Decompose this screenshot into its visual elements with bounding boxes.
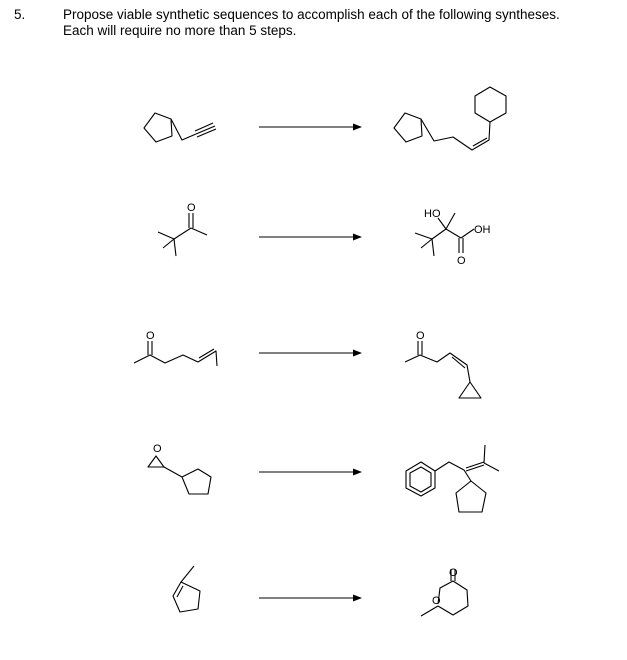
- reaction-4-start-molecule: [148, 443, 211, 494]
- reaction-3-arrow: [259, 350, 362, 357]
- reaction-3-start-molecule: [134, 330, 217, 366]
- reaction-4-product-molecule: [406, 445, 499, 512]
- reaction-3-product-molecule: [405, 330, 481, 398]
- reaction-1-arrow: [259, 124, 362, 131]
- prompt-line-2: Each will require no more than 5 steps.: [63, 23, 297, 38]
- reaction-4-start-oxygen: O: [153, 443, 162, 455]
- prompt-line-1: Propose viable synthetic sequences to accomplish each of the following syntheses.: [63, 7, 560, 22]
- reaction-1-product-molecule: [394, 87, 506, 150]
- reaction-3-product-oxygen: O: [416, 330, 425, 342]
- reaction-5-arrow: [259, 595, 362, 602]
- reaction-2-start-oxygen: O: [187, 202, 196, 214]
- reaction-2-hydroxyl-label: HO: [424, 208, 441, 220]
- reaction-5-start-molecule: [173, 566, 200, 612]
- reaction-2-product-oxygen: O: [457, 255, 466, 267]
- question-number: 5.: [14, 7, 26, 22]
- reaction-2-product-molecule: [415, 208, 491, 267]
- reaction-1-start-molecule: [144, 113, 216, 142]
- reaction-5-product-molecule: [421, 567, 468, 616]
- reaction-5-ring-oxygen: O: [432, 595, 441, 607]
- reaction-4-arrow: [259, 469, 362, 476]
- reaction-2-arrow: [259, 234, 362, 241]
- reaction-5-carbonyl-oxygen: O: [449, 567, 458, 579]
- reaction-2-oh-label: OH: [474, 224, 491, 236]
- reaction-2-start-molecule: [158, 202, 207, 256]
- reaction-3-start-oxygen: O: [146, 330, 155, 342]
